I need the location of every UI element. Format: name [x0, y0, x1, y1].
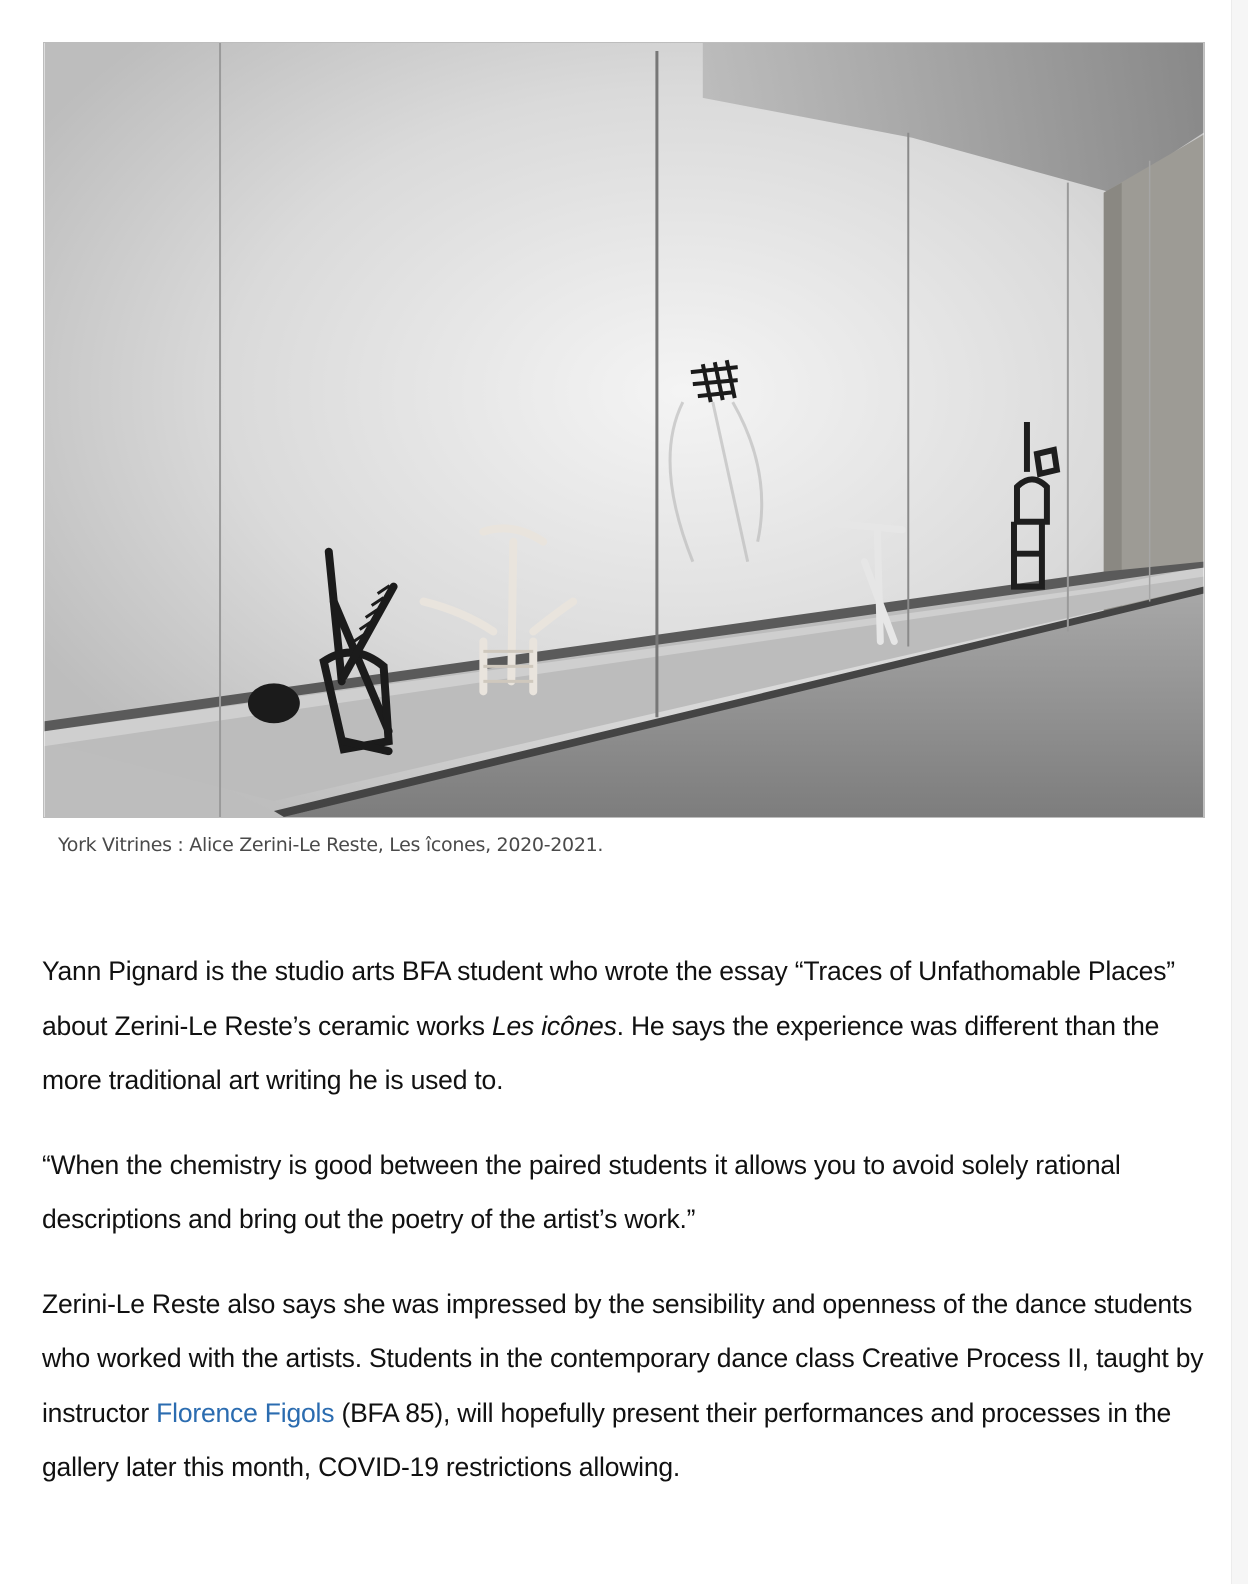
figure: [43, 42, 1205, 856]
paragraph-1: [42, 944, 1214, 1108]
paragraph-1-text: Yann Pignard is the studio arts BFA student who wrote the essay “Traces of Unfathomable Places” about Zerini-Le Reste’s ceramic works: [42, 956, 1175, 1041]
paragraph-2: “When the chemistry is good between the paired students it allows you to avoid solely rational descriptions and bring out the poetry of the artist’s work.”: [42, 1149, 1121, 1234]
exhibition-photo: [43, 42, 1205, 818]
work-title: Les icônes: [491, 1010, 617, 1041]
paragraph-3-text-end: (BFA 85), will hopefully present their performances and processes in the gallery later this month, COVID-19 restrictions allowing.: [42, 1397, 1172, 1482]
article-body: [42, 944, 1214, 1525]
paragraph-3-text: Zerini-Le Reste also says she was impressed by the sensibility and openness of the dance students who worked with the artists. Students in the contemporary dance class Creative Process II, taught by instructor: [42, 1288, 1204, 1428]
paragraph-3: [42, 1277, 1214, 1495]
page-edge: [1231, 0, 1248, 1584]
paragraph-1-text-end: . He says the experience was different than the more traditional art writing he is used to.: [42, 1010, 1160, 1095]
florence-figols-link[interactable]: Florence Figols: [156, 1397, 335, 1428]
photo-caption: York Vitrines : Alice Zerini-Le Reste, Les îcones, 2020-2021.: [58, 834, 604, 856]
